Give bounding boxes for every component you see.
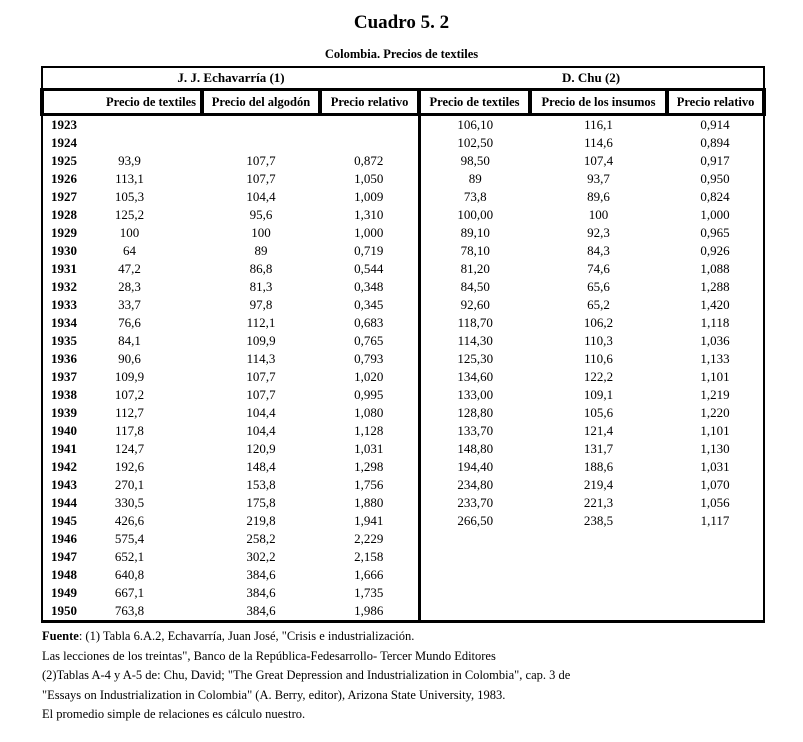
value-cell: 89 (419, 170, 530, 188)
value-cell: 0,824 (700, 189, 730, 204)
value-cell: 1,666 (354, 567, 384, 582)
value-cell: 1,020 (354, 369, 384, 384)
value-cell: 81,20 (419, 260, 530, 278)
year-cell: 1930 (51, 243, 77, 258)
value-cell: 107,7 (246, 171, 276, 186)
value-cell: 194,40 (419, 458, 530, 476)
value-cell: 104,4 (246, 189, 276, 204)
value-cell: 100 (119, 225, 140, 240)
value-cell (530, 602, 667, 622)
value-cell: 114,3 (246, 351, 276, 366)
value-cell: 1,050 (354, 171, 384, 186)
value-cell: 0,872 (354, 153, 384, 168)
value-cell: 100,00 (419, 206, 530, 224)
value-cell: 0,793 (354, 351, 384, 366)
value-cell: 175,8 (246, 495, 276, 510)
value-cell: 1,220 (700, 405, 730, 420)
year-cell: 1945 (51, 513, 77, 528)
value-cell: 107,7 (246, 387, 276, 402)
value-cell: 47,2 (118, 261, 141, 276)
value-cell: 2,158 (354, 549, 384, 564)
prices-table (40, 66, 766, 623)
value-cell: 0,950 (700, 171, 730, 186)
value-cell: 104,4 (246, 423, 276, 438)
value-cell (320, 115, 419, 135)
column-header-relativo-chu: Precio relativo (667, 90, 764, 115)
value-cell: 98,50 (419, 152, 530, 170)
year-cell: 1939 (51, 405, 77, 420)
value-cell: 104,4 (246, 405, 276, 420)
value-cell (97, 115, 202, 135)
page-title: Cuadro 5. 2 (353, 12, 450, 33)
table-row (42, 152, 764, 170)
value-cell: 110,6 (584, 351, 613, 366)
year-cell: 1937 (51, 369, 77, 384)
value-cell: 1,128 (354, 423, 384, 438)
value-cell: 0,544 (354, 261, 384, 276)
value-cell: 763,8 (114, 603, 145, 618)
value-cell: 114,6 (584, 135, 613, 150)
value-cell: 219,8 (246, 513, 276, 528)
value-cell: 0,348 (354, 279, 384, 294)
value-cell: 1,036 (700, 333, 730, 348)
value-cell: 1,420 (700, 297, 730, 312)
value-cell: 384,6 (246, 567, 276, 582)
year-cell: 1944 (51, 495, 77, 510)
value-cell: 93,7 (587, 171, 610, 186)
value-cell (97, 134, 202, 152)
value-cell: 0,926 (700, 243, 730, 258)
footnote-line: "Essays on Industrialization in Colombia" (A. Berry, editor), Arizona State University, 1983. (42, 687, 506, 702)
value-cell: 105,3 (114, 189, 145, 204)
year-cell: 1948 (51, 567, 77, 582)
value-cell: 238,5 (583, 513, 614, 528)
value-cell: 221,3 (583, 495, 614, 510)
value-cell: 0,965 (700, 225, 730, 240)
value-cell: 0,719 (354, 243, 384, 258)
value-cell: 384,6 (246, 585, 276, 600)
year-cell: 1943 (51, 477, 77, 492)
year-cell: 1926 (51, 171, 77, 186)
value-cell: 0,894 (700, 135, 730, 150)
value-cell: 109,9 (114, 369, 145, 384)
value-cell: 107,7 (246, 153, 276, 168)
value-cell (530, 566, 667, 584)
value-cell (320, 134, 419, 152)
value-cell: 78,10 (419, 242, 530, 260)
value-cell: 105,6 (583, 405, 614, 420)
value-cell: 1,000 (354, 225, 384, 240)
value-cell: 114,30 (419, 332, 530, 350)
value-cell: 575,4 (114, 531, 145, 546)
value-cell (202, 115, 320, 135)
year-cell: 1950 (51, 603, 77, 618)
value-cell: 120,9 (246, 441, 276, 456)
value-cell: 125,2 (114, 207, 145, 222)
value-cell: 667,1 (114, 585, 145, 600)
value-cell: 89 (254, 243, 268, 258)
year-cell: 1932 (51, 279, 77, 294)
value-cell: 122,2 (583, 369, 614, 384)
value-cell: 266,50 (419, 512, 530, 530)
table-row (42, 458, 764, 476)
table-row (42, 404, 764, 422)
year-cell: 1940 (51, 423, 77, 438)
value-cell: 121,4 (583, 423, 614, 438)
value-cell: 84,3 (587, 243, 610, 258)
value-cell: 234,80 (419, 476, 530, 494)
value-cell: 1,941 (354, 513, 384, 528)
table-subtitle: Colombia. Precios de textiles (324, 47, 479, 61)
value-cell: 192,6 (114, 459, 145, 474)
value-cell: 97,8 (249, 297, 273, 312)
value-cell: 148,80 (419, 440, 530, 458)
year-cell: 1934 (51, 315, 77, 330)
value-cell: 302,2 (246, 549, 276, 564)
value-cell: 90,6 (118, 351, 141, 366)
table-row (42, 170, 764, 188)
table-row (42, 188, 764, 206)
value-cell: 33,7 (118, 297, 141, 312)
value-cell: 1,101 (700, 369, 730, 384)
table-row (42, 368, 764, 386)
table-row (42, 260, 764, 278)
value-cell: 0,765 (354, 333, 384, 348)
value-cell: 640,8 (114, 567, 145, 582)
value-cell (419, 566, 530, 584)
year-cell: 1935 (51, 333, 77, 348)
value-cell: 81,3 (249, 279, 273, 294)
table-row (42, 566, 764, 584)
year-cell: 1933 (51, 297, 77, 312)
year-cell: 1936 (51, 351, 77, 366)
value-cell: 426,6 (114, 513, 145, 528)
column-header-insumos: Precio de los insumos (530, 90, 667, 115)
value-cell: 28,3 (118, 279, 141, 294)
group-header-echavarria: J. J. Echavarría (1) (42, 67, 419, 90)
value-cell: 84,50 (419, 278, 530, 296)
value-cell: 219,4 (583, 477, 614, 492)
value-cell: 89,6 (587, 189, 610, 204)
table-row (42, 602, 764, 622)
value-cell: 0,683 (354, 315, 384, 330)
value-cell: 188,6 (583, 459, 614, 474)
value-cell: 131,7 (583, 441, 614, 456)
value-cell: 1,986 (354, 603, 384, 618)
column-header-textiles-echavarria: Precio de textiles (42, 90, 202, 115)
value-cell: 1,088 (700, 261, 730, 276)
value-cell: 258,2 (246, 531, 276, 546)
value-cell: 1,310 (354, 207, 384, 222)
year-cell: 1949 (51, 585, 77, 600)
value-cell: 153,8 (246, 477, 276, 492)
value-cell: 1,756 (354, 477, 384, 492)
footnote-line (42, 627, 762, 647)
table-row (42, 314, 764, 332)
value-cell: 106,10 (419, 115, 530, 135)
table-body (42, 67, 764, 622)
value-cell: 1,735 (354, 585, 384, 600)
table-row (42, 350, 764, 368)
value-cell: 2,229 (354, 531, 384, 546)
value-cell: 110,3 (584, 333, 613, 348)
table-row (42, 584, 764, 602)
table-row (42, 422, 764, 440)
table-row (42, 512, 764, 530)
value-cell: 109,1 (583, 387, 614, 402)
table-row (42, 548, 764, 566)
value-cell: 384,6 (246, 603, 276, 618)
value-cell: 112,1 (246, 315, 276, 330)
year-cell: 1923 (51, 117, 77, 132)
value-cell (419, 602, 530, 622)
year-cell: 1928 (51, 207, 77, 222)
year-cell: 1942 (51, 459, 77, 474)
value-cell: 1,880 (354, 495, 384, 510)
footnote-line: (2)Tablas A-4 y A-5 de: Chu, David; "The Great Depression and Industrialization in Colombia", cap. 3 de (42, 668, 571, 682)
value-cell: 148,4 (246, 459, 276, 474)
source-label: Fuente (42, 629, 79, 643)
value-cell: 133,70 (419, 422, 530, 440)
year-cell: 1947 (51, 549, 77, 564)
value-cell: 100 (588, 207, 609, 222)
value-cell: 109,9 (246, 333, 276, 348)
value-cell: 270,1 (114, 477, 145, 492)
value-cell: 1,000 (700, 207, 730, 222)
value-cell: 102,50 (419, 134, 530, 152)
table-row (42, 134, 764, 152)
value-cell: 106,2 (583, 315, 614, 330)
value-cell: 1,080 (354, 405, 384, 420)
value-cell (667, 530, 764, 548)
value-cell: 134,60 (419, 368, 530, 386)
table-row (42, 278, 764, 296)
value-cell (202, 134, 320, 152)
value-cell (667, 602, 764, 622)
value-cell: 1,288 (700, 279, 730, 294)
group-header-chu: D. Chu (2) (419, 67, 764, 90)
value-cell: 95,6 (249, 207, 273, 222)
value-cell: 65,6 (587, 279, 610, 294)
value-cell (419, 530, 530, 548)
value-cell: 73,8 (419, 188, 530, 206)
value-cell: 128,80 (419, 404, 530, 422)
footnotes (42, 627, 762, 725)
column-header-algodon: Precio del algodón (202, 90, 320, 115)
value-cell: 1,009 (354, 189, 384, 204)
value-cell: 1,101 (700, 423, 730, 438)
value-cell: 0,917 (700, 153, 730, 168)
column-header-textiles-chu: Precio de textiles (419, 90, 530, 115)
value-cell: 125,30 (419, 350, 530, 368)
value-cell (419, 548, 530, 566)
table-row (42, 386, 764, 404)
value-cell: 118,70 (419, 314, 530, 332)
value-cell: 116,1 (584, 117, 613, 132)
value-cell: 65,2 (587, 297, 610, 312)
table-row (42, 242, 764, 260)
column-header-relativo-echavarria: Precio relativo (320, 90, 419, 115)
year-cell: 1927 (51, 189, 77, 204)
value-cell: 652,1 (114, 549, 145, 564)
year-cell: 1925 (51, 153, 77, 168)
value-cell: 124,7 (114, 441, 145, 456)
value-cell: 1,031 (700, 459, 730, 474)
table-row (42, 332, 764, 350)
table-row (42, 296, 764, 314)
column-header-row (42, 90, 764, 115)
value-cell (667, 566, 764, 584)
value-cell: 0,345 (354, 297, 384, 312)
value-cell: 113,1 (115, 171, 144, 186)
value-cell: 1,118 (700, 315, 730, 330)
footnote-line: El promedio simple de relaciones es cálculo nuestro. (42, 707, 306, 721)
value-cell: 107,4 (583, 153, 614, 168)
year-cell: 1929 (51, 225, 77, 240)
table-row (42, 440, 764, 458)
table-row (42, 494, 764, 512)
value-cell (530, 548, 667, 566)
value-cell: 0,995 (354, 387, 384, 402)
year-cell: 1941 (51, 441, 77, 456)
group-header-row (42, 67, 764, 90)
value-cell (419, 584, 530, 602)
value-cell: 1,298 (354, 459, 384, 474)
table-row (42, 530, 764, 548)
year-cell: 1931 (51, 261, 77, 276)
value-cell: 1,031 (354, 441, 384, 456)
value-cell (667, 548, 764, 566)
value-cell (530, 584, 667, 602)
table-row (42, 476, 764, 494)
value-cell: 89,10 (419, 224, 530, 242)
value-cell: 133,00 (419, 386, 530, 404)
value-cell (667, 584, 764, 602)
value-cell: 0,914 (700, 117, 730, 132)
value-cell: 330,5 (114, 495, 145, 510)
value-cell: 92,3 (587, 225, 610, 240)
value-cell: 93,9 (118, 153, 141, 168)
table-row (42, 115, 764, 135)
value-cell: 1,056 (700, 495, 730, 510)
value-cell: 100 (251, 225, 271, 240)
year-cell: 1938 (51, 387, 77, 402)
value-cell: 112,7 (115, 405, 144, 420)
value-cell: 117,8 (115, 423, 144, 438)
value-cell: 1,133 (700, 351, 730, 366)
value-cell: 1,219 (700, 387, 730, 402)
year-cell: 1924 (51, 135, 77, 150)
value-cell: 64 (123, 243, 136, 258)
table-row (42, 206, 764, 224)
table-row (42, 224, 764, 242)
value-cell (530, 530, 667, 548)
value-cell: 233,70 (419, 494, 530, 512)
value-cell: 1,130 (700, 441, 730, 456)
value-cell: 74,6 (587, 261, 610, 276)
value-cell: 1,070 (700, 477, 730, 492)
source-text: : (1) Tabla 6.A.2, Echavarría, Juan José, "Crisis e industrialización. (78, 629, 415, 643)
value-cell: 76,6 (118, 315, 141, 330)
value-cell: 92,60 (419, 296, 530, 314)
value-cell: 84,1 (118, 333, 141, 348)
footnote-line: Las lecciones de los treintas", Banco de la República-Fedesarrollo- Tercer Mundo Editores (42, 648, 496, 663)
value-cell: 86,8 (249, 261, 273, 276)
value-cell: 1,117 (700, 513, 730, 528)
value-cell: 107,7 (246, 369, 276, 384)
value-cell: 107,2 (114, 387, 145, 402)
year-cell: 1946 (51, 531, 77, 546)
